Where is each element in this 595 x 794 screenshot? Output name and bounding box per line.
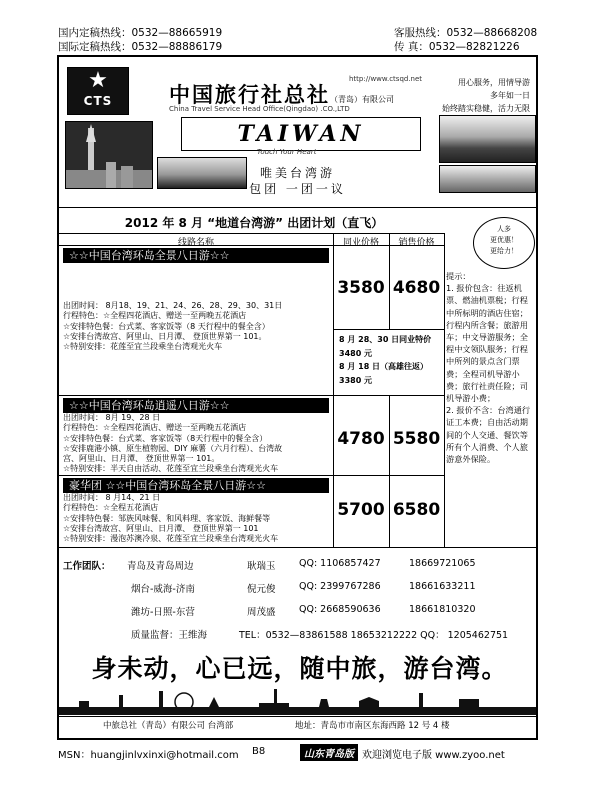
promo-link[interactable]: 欢迎浏览电子版 www.zyoo.net [362, 750, 505, 761]
main-slogan: 身未动，心已远，随中旅，游台湾。 [91, 654, 508, 683]
edition-label: 山东青岛版 [304, 749, 354, 760]
slogan-line-2: 多年如一日 [490, 91, 530, 100]
route-2-line: 行程特色：☆全程四花酒店、赠送一至两晚五花酒店 [63, 423, 247, 433]
route-3-line: 出团时间： 8 月14、21 日 [63, 493, 161, 502]
slogan-line-1: 用心服务，用情导游 [458, 78, 530, 87]
company-url: http://www.ctsqd.net [349, 75, 423, 83]
route-2-line: 出团时间： 8月 19、28 日 [63, 413, 161, 422]
intro-line-2: 包团 一团一议 [249, 182, 346, 196]
team-region-2: 烟台-威海-济南 [131, 584, 195, 595]
route-1-peer-price: 3580 [337, 278, 385, 298]
route-2-name: ☆☆中国台湾环岛逍遥八日游☆☆ [63, 398, 329, 413]
domestic-hotline: 国内定稿热线：0532—88665919 [58, 27, 223, 39]
grid-h-3 [59, 395, 444, 396]
route-1-line: 行程特色：☆全程四花酒店、赠送一至两晚五花酒店 [63, 311, 247, 321]
route-3-peer-price: 5700 [337, 500, 385, 520]
route-2-line: ☆特别安排：半天自由活动、花莲至宜兰段乘坐台湾观光火车 [63, 464, 279, 474]
star-icon: ★ [88, 68, 108, 93]
edition-tag [300, 744, 358, 761]
tips-item-2: 2. 报价不含：台湾通行证工本费；自由活动期间的个人交通、餐饮等所有个人消费、个人旅游意外保险。 [446, 405, 531, 465]
company-en-main: China Travel Service Head Office(Qingdao) [169, 105, 319, 113]
route-1-line: ☆特别安排：花莲至宜兰段乘坐台湾观光火车 [63, 342, 223, 352]
team-qq-1: QQ: 1106857427 [299, 558, 381, 569]
landscape-photo-top [439, 115, 536, 163]
route-2-peer-price: 4780 [337, 429, 385, 449]
slogan-line-3: 始终踏实稳健，活力无限 [442, 104, 530, 113]
route-3-line: ☆特别安排：漫泡苏澳冷泉、花莲至宜兰段乘坐台湾观光火车 [63, 534, 279, 544]
route-3-line: 行程特色：☆全程五花酒店 [63, 503, 159, 513]
quality-supervisor: 质量监督：王维海 [131, 630, 208, 641]
route-1-line: ☆安排台湾故宫、阿里山、日月潭、 登顶世界第一 101。 [63, 331, 267, 341]
fax-number: 传 真：0532—82821226 [394, 41, 520, 53]
special-line: 8 月 28、30 日同业特价 [339, 335, 432, 344]
special-line: 8 月 18 日（高雄往返） [339, 362, 429, 371]
intl-hotline: 国际定稿热线：0532—88886179 [58, 41, 223, 53]
grid-h-5 [59, 547, 538, 548]
route-3-sale-price: 6580 [392, 500, 441, 520]
special-line: 3380 元 [339, 375, 373, 385]
promo-bubble [473, 217, 535, 269]
route-3-name: 豪华团 ☆☆中国台湾环岛全景八日游☆☆ [63, 478, 329, 493]
skyline-silhouette [59, 687, 536, 715]
team-name-3: 周茂盛 [247, 607, 276, 618]
team-name-1: 耿瑞玉 [247, 561, 276, 572]
divider-footer [57, 716, 538, 717]
footer-address: 地址：青岛市市南区东海西路 12 号 4 楼 [295, 721, 450, 731]
bubble-line-1: 人多 [497, 225, 511, 233]
grid-v-2 [389, 395, 390, 547]
special-line: 3480 元 [339, 348, 373, 358]
route-2-details [63, 413, 282, 475]
team-name-2: 倪元俊 [247, 584, 276, 595]
team-label: 工作团队： [63, 561, 111, 572]
grid-h-2 [333, 329, 444, 330]
company-name-en [169, 105, 350, 113]
team-phone-2: 18661633211 [409, 581, 476, 592]
taiwan-calligraphy: TAIWAN [181, 117, 421, 151]
grid-h-4 [59, 475, 444, 476]
grid-h-0 [59, 233, 444, 234]
route-2-line: ☆安排鹿港小镇、原生植物园、DIY 麻薯（六月行程）、台湾故 [63, 443, 283, 453]
company-name-suffix: （青岛）有限公司 [330, 95, 394, 104]
team-phone-3: 18661810320 [409, 604, 476, 615]
tips-panel [446, 270, 534, 465]
route-1-line: 出团时间： 8月18、19、21、24、26、28、29、30、31日 [63, 301, 283, 310]
intro-line-1: 唯美台湾游 [259, 166, 335, 180]
route-3-line: ☆安排特色餐：邹族风味餐、和风料理、客家饭、海鲜餐等 [63, 513, 271, 523]
route-1-details [63, 301, 282, 352]
route-1-name: ☆☆中国台湾环岛全景八日游☆☆ [63, 248, 329, 263]
company-en-suffix: .CO.,LTD [320, 105, 350, 113]
page-number: B8 [252, 746, 266, 757]
team-phone-1: 18669721065 [409, 558, 476, 569]
customer-hotline: 客服热线：0532—88668208 [394, 27, 538, 39]
footer-company: 中旅总社（青岛）有限公司 台湾部 [103, 721, 234, 731]
tips-item-1: 1. 报价包含：往返机票、燃油机票税；行程中所标明的酒店住宿；行程内所含餐；旅游用车；中文导游服务；全程中文领队服务；行程中所列的景点含门票费；全程司机导游小费；旅行社责任险；司机导游小费； [446, 283, 528, 404]
team-region-3: 潍坊-日照-东营 [131, 607, 195, 618]
route-2-line: ☆安排特色餐：台式菜、客家饭等（8天行程中的餐全含） [63, 433, 268, 443]
bubble-line-3: 更给力！ [490, 247, 518, 255]
grid-v-3 [444, 233, 445, 547]
msn-contact: MSN：huangjinlvxinxi@hotmail.com [58, 750, 239, 761]
supervisor-contact: TEL：0532—83861588 18653212222 QQ： 1205462751 [239, 630, 509, 641]
divider-top [57, 207, 538, 208]
special-prices [339, 333, 431, 387]
cts-logo-text: CTS [83, 94, 113, 108]
route-3-line: ☆安排台湾故宫、阿里山、日月潭、 登顶世界第一 101 [63, 523, 259, 533]
team-region-1: 青岛及青岛周边 [127, 561, 194, 572]
route-1-line: ☆安排特色餐：台式菜、客家饭等（8 天行程中的餐全含） [63, 321, 270, 331]
col-peer-price: 同业价格 [342, 238, 379, 248]
route-2-sale-price: 5580 [392, 429, 441, 449]
tips-title: 提示： [446, 271, 471, 281]
route-2-line: 宫、阿里山、日月潭、 登顶世界第一 101。 [63, 454, 220, 464]
route-3-details [63, 493, 278, 544]
ad-frame [57, 55, 538, 740]
bubble-line-2: 更优惠！ [490, 236, 518, 244]
cts-logo [67, 67, 129, 115]
route-1-sale-price: 4680 [392, 278, 441, 298]
touch-your-heart: Touch Your Heart [257, 148, 317, 156]
team-qq-3: QQ: 2668590636 [299, 604, 381, 615]
company-name-cn: 中国旅行社总社 [169, 82, 330, 107]
col-route: 线路名称 [177, 238, 214, 248]
plan-title: 2012 年 8 月 “地道台湾游” 出团计划（直飞） [124, 216, 384, 230]
col-sale-price: 销售价格 [398, 238, 435, 248]
team-qq-2: QQ: 2399767286 [299, 581, 381, 592]
